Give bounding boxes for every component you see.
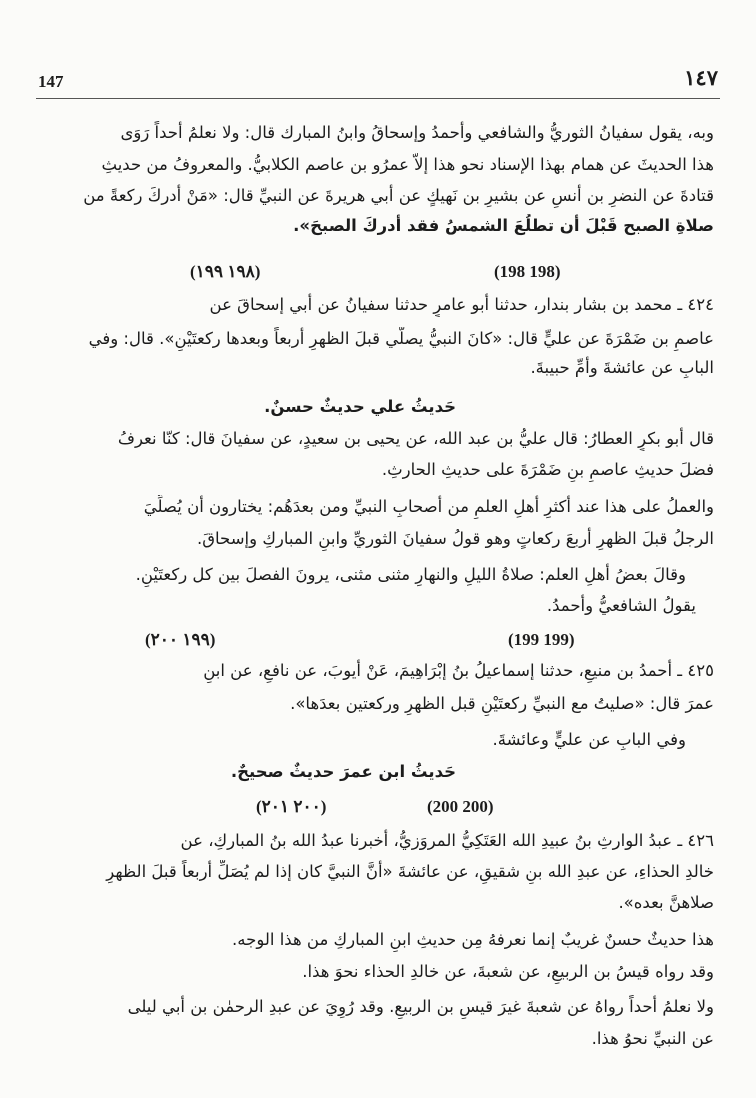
ref-arabic: (١٩٩ ٢٠٠) <box>145 630 216 649</box>
qala-line: وقالَ بعضُ أهلِ العلم: صلاةُ الليلِ والنهارِ مثنى مثنى، يرونَ الفصلَ بين كل ركعتَيْنِ. <box>135 565 686 584</box>
fil-bab-425: وفي البابِ عن عليٍّ وعائشةَ. <box>492 730 686 749</box>
grade-425: حَديثُ ابن عمرَ حديثٌ صحيحٌ. <box>230 762 456 781</box>
hadith-424-line: عاصمِ بن ضَمْرَةَ عن عليٍّ قال: «كانَ النبيُّ يصلّي قبلَ الظهرِ أربعاً وبعدها ركعتَيْنِ». قال: وفي <box>88 329 714 348</box>
hadith-426-line: صلاهنَّ بعده». <box>618 893 714 912</box>
ref-arabic: (١٩٨ ١٩٩) <box>190 262 261 281</box>
attar-line: فضلَ حديثِ عاصمِ بنِ ضَمْرَةَ على حديثِ الحارثِ. <box>381 460 714 479</box>
grade-424: حَديثُ علي حديثٌ حسنٌ. <box>264 397 456 416</box>
intro-line: هذا الحديثَ عن همام بهذا الإسناد نحو هذا إلاّ عمرُو بن عاصم الكلابيُّ. والمعروفُ من حديثِ <box>101 155 714 174</box>
rawah-line: وقد رواه قيسُ بن الربيعِ، عن شعبةَ، عن خالدِ الحذاء نحوَ هذا. <box>302 962 714 981</box>
final-line: ولا نعلمُ أحداً رواهُ عن شعبةَ غيرَ قيسِ بن الربيعِ. وقد رُوِيَ عن عبدِ الرحمٰن بن أبي ليلى <box>127 997 714 1016</box>
ref-latin: (200 200) <box>427 797 494 816</box>
header-rule <box>36 98 720 99</box>
page-number-latin: 147 <box>38 72 64 91</box>
final-line: عن النبيِّ نحوُ هذا. <box>591 1029 714 1048</box>
intro-line: وبه، يقول سفيانُ الثوريُّ والشافعي وأحمدُ وإسحاقُ وابنُ المبارك قال: ولا نعلمُ أحداً رَوَى <box>120 123 714 142</box>
hadith-424-line: ٤٢٤ ـ محمد بن بشار بندار، حدثنا أبو عامرٍ حدثنا سفيانُ عن أبي إسحاقَ عن <box>209 295 714 314</box>
attar-line: قال أبو بكرٍ العطارُ: قال عليُّ بن عبد الله، عن يحيى بن سعيدٍ، عن سفيانَ قال: كنّا نعرفُ <box>117 429 714 448</box>
hadith-425-line: ٤٢٥ ـ أحمدُ بن منيعٍ، حدثنا إسماعيلُ بنُ إبْرَاهِيمَ، عَنْ أيوبَ، عن نافعٍ، عن ابنِ <box>203 661 714 680</box>
ref-arabic: (٢٠٠ ٢٠١) <box>256 797 327 816</box>
intro-line: قتادةَ عن النضرِ بن أنسٍ عن بشيرِ بن نَهيكٍ عن أبي هريرةَ عن النبيِّ قال: «مَنْ أدركَ ركعةً من <box>83 186 714 205</box>
amal-line: والعملُ على هذا عند أكثرِ أهلِ العلمِ من أصحابِ النبيِّ ومن بعدَهُم: يختارون أن يُصلِّيَ <box>143 497 714 516</box>
hadith-425-line: عمرَ قال: «صليتُ مع النبيِّ ركعتَيْنِ قبل الظهرِ وركعتين بعدَها». <box>290 694 714 713</box>
hadith-426-line: ٤٢٦ ـ عبدُ الوارثِ بنُ عبيدِ الله العَتَكِيُّ المروَزيُّ، أخبرنا عبدُ الله بنُ المباركِ، عن <box>180 831 714 850</box>
qala-line: يقولُ الشافعيُّ وأحمدُ. <box>546 596 696 615</box>
ref-latin: (199 199) <box>508 630 575 649</box>
amal-line: الرجلُ قبلَ الظهرِ أربعَ ركعاتٍ وهو قولُ سفيانَ الثوريِّ وابنِ المباركِ وإسحاقَ. <box>196 529 714 548</box>
hadith-426-line: خالدِ الحذاءِ، عن عبدِ الله بنِ شقيقٍ، عن عائشةَ «أنَّ النبيَّ كان إذا لم يُصَلِّ أربعاً قبلَ الظهرِ <box>106 862 714 881</box>
page-number-arabic: ١٤٧ <box>684 66 718 90</box>
ref-latin: (198 198) <box>494 262 561 281</box>
hadith-424-line: البابِ عن عائشةَ وأمِّ حبيبةَ. <box>530 358 714 377</box>
intro-line: صلاةِ الصبح قَبْلَ أن تطلُعَ الشمسُ فقد أدركَ الصبحَ». <box>293 216 714 235</box>
grade-426: هذا حديثٌ حسنٌ غريبٌ إنما نعرفهُ مِن حديثِ ابنِ المباركِ من هذا الوجه. <box>232 930 714 949</box>
